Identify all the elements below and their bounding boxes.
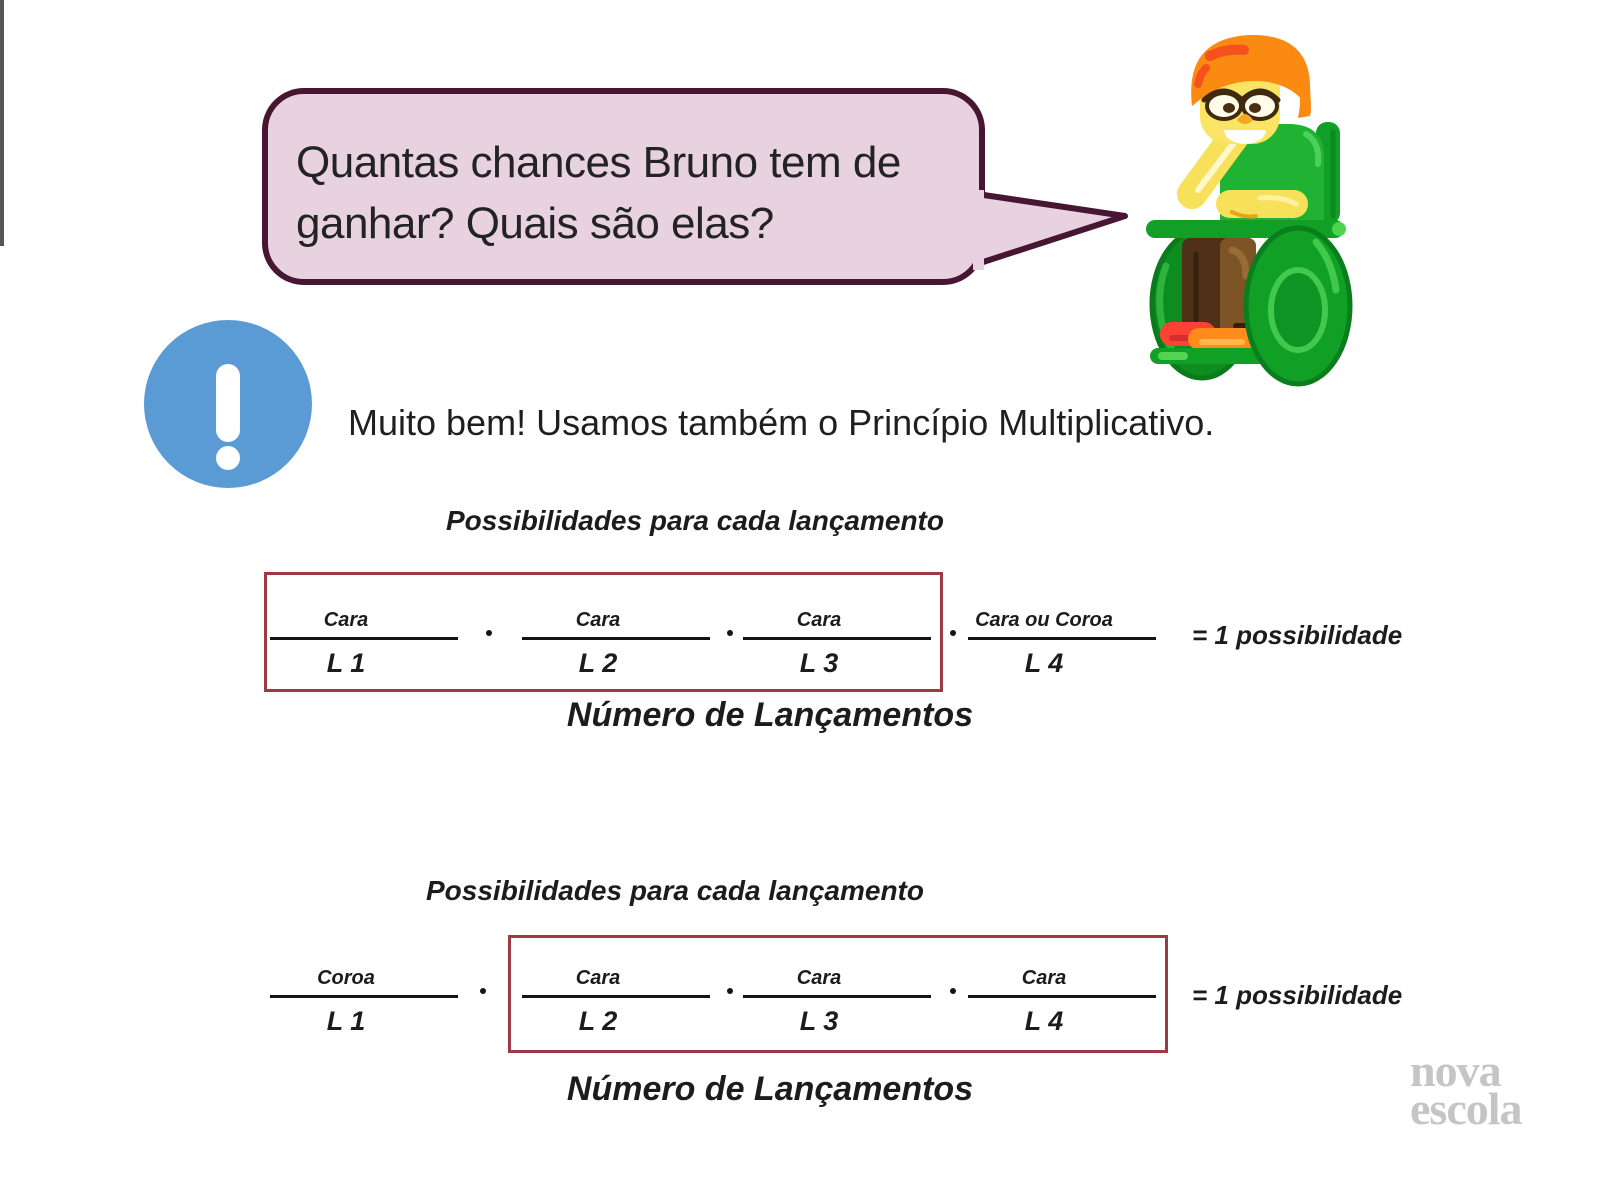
multiplication-dot (480, 988, 486, 994)
logo-line-2: escola (1410, 1083, 1522, 1134)
diagram-1-caption: Número de Lançamentos (566, 696, 974, 734)
diagram-2-slot-l2: Cara L 2 (522, 946, 710, 1037)
diagram-1-slot-l2: Cara L 2 (522, 588, 710, 679)
diagram-1-title: Possibilidades para cada lançamento (446, 505, 944, 536)
speech-bubble-tail (973, 190, 1135, 270)
diagram-2-slot-l3: Cara L 3 (743, 946, 931, 1037)
speech-bubble-line-2: ganhar? Quais são elas? (296, 199, 774, 248)
fraction-line (743, 637, 931, 640)
fraction-line (522, 995, 710, 998)
callout-text: Muito bem! Usamos também o Princípio Multiplicativo. (348, 402, 1215, 443)
fraction-line (270, 995, 458, 998)
speech-bubble (262, 88, 985, 285)
speech-bubble-text (296, 132, 901, 254)
diagram-1-slot-l3: Cara L 3 (743, 588, 931, 679)
diagram-2-title: Possibilidades para cada lançamento (426, 875, 924, 906)
left-edge-bar (0, 0, 4, 246)
multiplication-dot (486, 630, 492, 636)
diagram-1-slot-l4: Cara ou Coroa L 4 (968, 588, 1156, 679)
nova-escola-logo (1410, 1045, 1522, 1134)
boy-in-wheelchair-illustration (1140, 22, 1360, 392)
fraction-line (968, 995, 1156, 998)
diagram-2-slot-l4: Cara L 4 (968, 946, 1156, 1037)
fraction-line (522, 637, 710, 640)
speech-bubble-line-1: Quantas chances Bruno tem de (296, 138, 901, 187)
fraction-line (270, 637, 458, 640)
diagram-2 (0, 858, 1600, 1108)
exclamation-icon (142, 318, 314, 490)
diagram-2-caption: Número de Lançamentos (566, 1070, 974, 1108)
diagram-2-slot-l1: Coroa L 1 (270, 946, 458, 1037)
logo-line-1: nova (1410, 1045, 1501, 1096)
diagram-1-slot-l1: Cara L 1 (270, 588, 458, 679)
diagram-1-result: = 1 possibilidade (1192, 620, 1403, 650)
fraction-line (968, 637, 1156, 640)
diagram-2-result: = 1 possibilidade (1192, 980, 1403, 1010)
fraction-line (743, 995, 931, 998)
diagram-1 (0, 500, 1600, 750)
